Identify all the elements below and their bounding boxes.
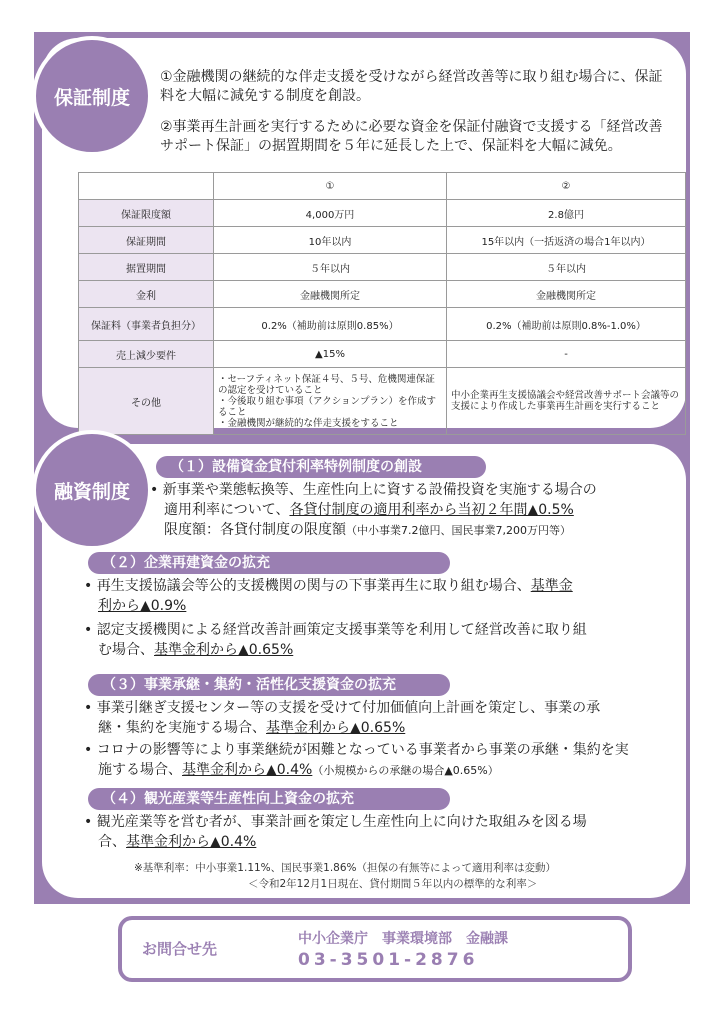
table-col-2-header: ② [447, 173, 686, 200]
row-label: 据置期間 [79, 254, 214, 281]
section-1-title: （１）設備資金貸付利率特例制度の創設 [156, 456, 486, 478]
s2-bullet-2-cont [98, 640, 293, 660]
s2-b1-highlight: 基準金 [530, 578, 573, 594]
s2-b2-text: む場合、 [98, 642, 154, 658]
s1-line-1: • 新事業や業態転換等、生産性向上に資する設備投資を実施する場合の [150, 482, 597, 498]
s4-bullet-1-cont [98, 832, 256, 852]
table-row [79, 254, 686, 281]
row-cell-2: 金融機関所定 [447, 281, 686, 308]
row-cell-1: ・セーフティネット保証４号、５号、危機関連保証の認定を受けていること ・今後取り組む事項（アクションプラン）を作成すること ・金融機関が継続的な伴走支援をすること [214, 368, 447, 435]
row-cell-2: 中小企業再生支援協議会や経営改善サポート会議等の支援により作成した事業再生計画を実行すること [447, 368, 686, 435]
row-cell-2: 0.2%（補助前は原則0.8%-1.0%） [447, 308, 686, 341]
row-cell-1: ▲15% [214, 341, 447, 368]
s2-bullet-2: • 認定支援機関による経営改善計画策定支援事業等を利用して経営改善に取り組 [84, 622, 587, 638]
s3-b2-text: 施する場合、 [98, 762, 182, 778]
table-corner [79, 173, 214, 200]
s2-bullet-1 [84, 576, 573, 596]
row-cell-1: ５年以内 [214, 254, 447, 281]
s3-b2-highlight: 基準金利から▲0.4% [182, 762, 313, 778]
s3-bullet-2: • コロナの影響等により事業継続が困難となっている事業者から事業の承継・集約を実 [84, 742, 629, 758]
guarantee-badge: 保証制度 [32, 36, 152, 156]
s1-limit-label: 限度額：各貸付制度の限度額 [164, 522, 346, 538]
s4-bullet-1: • 観光産業等を営む者が、事業計画を策定し生産性向上に向けた取組みを図る場 [84, 814, 587, 830]
s1-line-2 [164, 500, 574, 520]
s2-bullet-1-cont: 利から▲0.9% [98, 598, 187, 614]
row-cell-2: ５年以内 [447, 254, 686, 281]
contact-box [118, 916, 632, 982]
table-row [79, 368, 686, 435]
s1-limit-detail: （中小事業7.2億円、国民事業7,200万円等） [346, 524, 571, 537]
s2-b2-highlight: 基準金利から▲0.65% [154, 642, 294, 658]
section-3-title: （３）事業承継・集約・活性化支援資金の拡充 [88, 674, 450, 696]
table-row [79, 281, 686, 308]
s3-bullet-1-cont [98, 718, 405, 738]
guarantee-table [78, 172, 686, 435]
contact-phone[interactable]: 03-3501-2876 [298, 950, 479, 970]
table-row [79, 227, 686, 254]
row-label: 売上減少要件 [79, 341, 214, 368]
s3-bullet-1: • 事業引継ぎ支援センター等の支援を受けて付加価値向上計画を策定し、事業の承 [84, 700, 601, 716]
table-row [79, 308, 686, 341]
section-2-title: （２）企業再建資金の拡充 [88, 552, 450, 574]
row-cell-1: 0.2%（補助前は原則0.85%） [214, 308, 447, 341]
row-cell-2: 15年以内（一括返済の場合1年以内） [447, 227, 686, 254]
section-4-title: （４）観光産業等生産性向上資金の拡充 [88, 788, 450, 810]
row-cell-2: 2.8億円 [447, 200, 686, 227]
guarantee-intro-2: ②事業再生計画を実行するために必要な資金を保証付融資で支援する「経営改善サポート保証」の据置期間を５年に延長した上で、保証料を大幅に減免。 [160, 119, 663, 154]
row-label: 保証限度額 [79, 200, 214, 227]
s2-b1-text: • 再生支援協議会等公的支援機関の関与の下事業再生に取り組む場合、 [84, 578, 531, 594]
s4-b1-text: 合、 [98, 834, 126, 850]
s3-b2-note: （小規模からの承継の場合▲0.65%） [312, 764, 499, 777]
table-header-row [79, 173, 686, 200]
contact-organization: 中小企業庁 事業環境部 金融課 [298, 931, 508, 947]
row-cell-1: 4,000万円 [214, 200, 447, 227]
row-label: 金利 [79, 281, 214, 308]
s4-b1-highlight: 基準金利から▲0.4% [126, 834, 257, 850]
table-row [79, 341, 686, 368]
row-cell-1: 10年以内 [214, 227, 447, 254]
row-cell-1: 金融機関所定 [214, 281, 447, 308]
table-row [79, 200, 686, 227]
row-label: 保証期間 [79, 227, 214, 254]
s3-b1-text: 継・集約を実施する場合、 [98, 720, 266, 736]
loan-badge: 融資制度 [32, 430, 152, 550]
s1-line-2-text: 適用利率について、 [164, 502, 290, 518]
s3-bullet-2-cont [98, 760, 499, 781]
base-rate-note: ※基準利率：中小事業1.11%、国民事業1.86%（担保の有無等によって適用利率は変動） [134, 862, 557, 874]
row-label: 保証料（事業者負担分） [79, 308, 214, 341]
contact-label: お問合せ先 [142, 940, 218, 958]
table-col-1-header: ① [214, 173, 447, 200]
s1-line-2-highlight: 各貸付制度の適用利率から当初２年間▲0.5% [289, 502, 574, 518]
guarantee-intro-1: ①金融機関の継続的な伴走支援を受けながら経営改善等に取り組む場合に、保証料を大幅に減免する制度を創設。 [160, 69, 663, 104]
base-rate-date-note: ＜令和2年12月1日現在、貸付期間５年以内の標準的な利率＞ [248, 878, 538, 890]
s3-b1-highlight: 基準金利から▲0.65% [266, 720, 406, 736]
row-label: その他 [79, 368, 214, 435]
row-cell-2: - [447, 341, 686, 368]
s1-line-3 [164, 520, 571, 541]
